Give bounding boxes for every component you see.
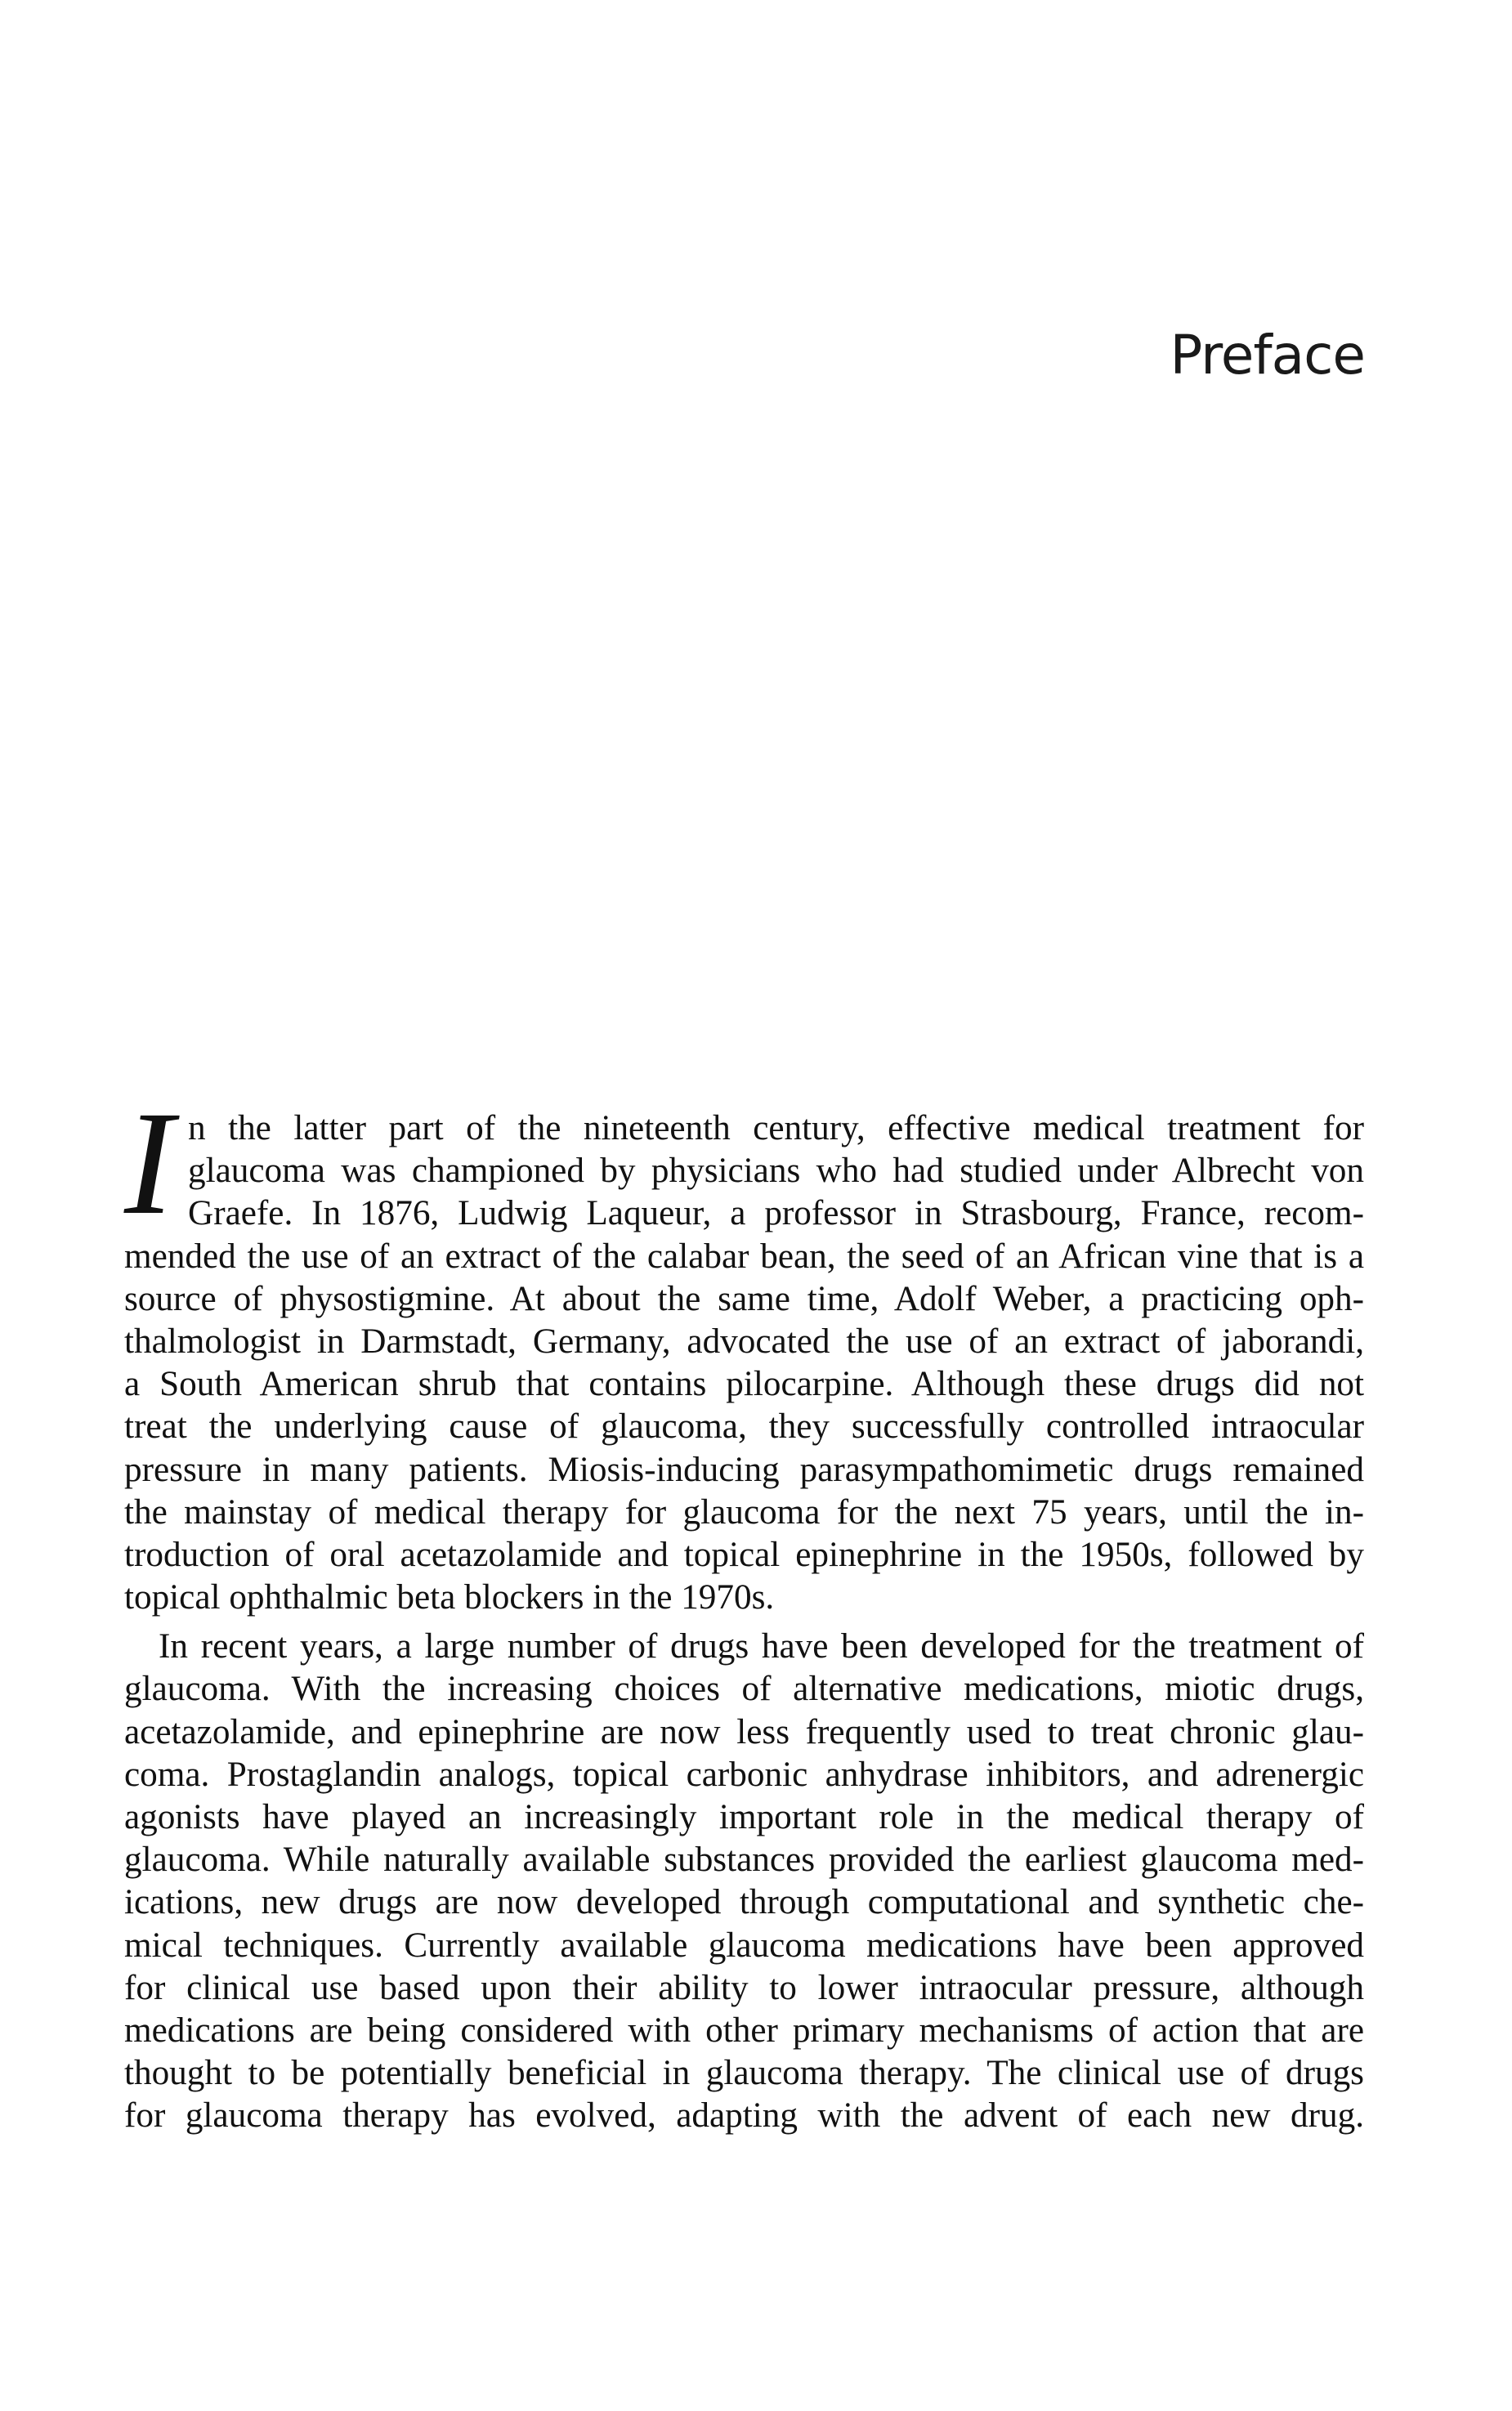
paragraph-line: for clinical use based upon their ability to lower intraocular pressure, although xyxy=(124,1968,1364,2007)
paragraph-line: glaucoma was championed by physicians who had studied under Albrecht von xyxy=(188,1152,1364,1191)
paragraph-line: Graefe. In 1876, Ludwig Laqueur, a professor in Strasbourg, France, recom- xyxy=(188,1194,1364,1233)
paragraph-line: coma. Prostaglandin analogs, topical carbonic anhydrase inhibitors, and adrenergic xyxy=(124,1755,1364,1794)
page-title: Preface xyxy=(1170,324,1365,387)
paragraph-line: mended the use of an extract of the calabar bean, the seed of an African vine that is a xyxy=(124,1237,1364,1276)
paragraph-line: thalmologist in Darmstadt, Germany, advocated the use of an extract of jaborandi, xyxy=(124,1322,1364,1361)
paragraph-line: n the latter part of the nineteenth century, effective medical treatment for xyxy=(188,1109,1364,1147)
paragraph-line: ications, new drugs are now developed through computational and synthetic che- xyxy=(124,1883,1364,1922)
paragraph-line: troduction of oral acetazolamide and topical epinephrine in the 1950s, followed by xyxy=(124,1535,1364,1574)
paragraph-line: topical ophthalmic beta blockers in the 1970s. xyxy=(124,1578,775,1617)
drop-cap: I xyxy=(124,1081,174,1246)
body-text xyxy=(124,1107,1364,2138)
paragraph-line: mical techniques. Currently available glaucoma medications have been approved xyxy=(124,1926,1364,1965)
paragraph-line: medications are being considered with other primary mechanisms of action that are xyxy=(124,2011,1364,2050)
paragraph-line: source of physostigmine. At about the same time, Adolf Weber, a practicing oph- xyxy=(124,1279,1364,1318)
paragraph-line: the mainstay of medical therapy for glaucoma for the next 75 years, until the in- xyxy=(124,1492,1364,1532)
paragraph-1 xyxy=(124,1107,1364,1619)
paragraph-line: treat the underlying cause of glaucoma, they successfully controlled intraocular xyxy=(124,1407,1364,1447)
paragraph-line: glaucoma. With the increasing choices of alternative medications, miotic drugs, xyxy=(124,1670,1364,1709)
paragraph-line: In recent years, a large number of drugs have been developed for the treatment of xyxy=(159,1627,1364,1666)
paragraph-line: agonists have played an increasingly important role in the medical therapy of xyxy=(124,1798,1364,1836)
paragraph-line: acetazolamide, and epinephrine are now less frequently used to treat chronic glau- xyxy=(124,1712,1364,1751)
paragraph-line: glaucoma. While naturally available substances provided the earliest glaucoma med- xyxy=(124,1841,1364,1880)
paragraph-line: a South American shrub that contains pilocarpine. Although these drugs did not xyxy=(124,1365,1364,1404)
paragraph-line: pressure in many patients. Miosis-inducing parasympathomimetic drugs remained xyxy=(124,1450,1364,1489)
paragraph-2 xyxy=(124,1626,1364,2137)
paragraph-gap xyxy=(124,1619,1364,1626)
paragraph-line: thought to be potentially beneficial in glaucoma therapy. The clinical use of drugs xyxy=(124,2054,1364,2093)
paragraph-line: for glaucoma therapy has evolved, adapting with the advent of each new drug. xyxy=(124,2096,1364,2136)
